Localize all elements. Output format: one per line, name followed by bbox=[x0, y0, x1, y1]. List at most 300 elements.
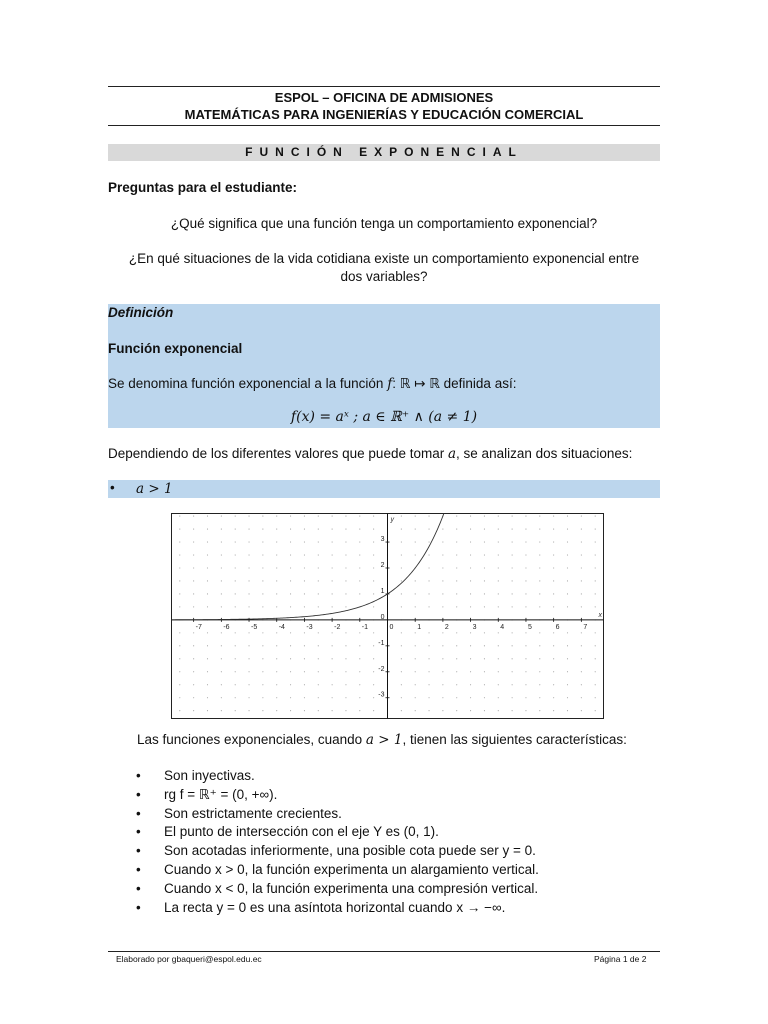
case-bullet-dot: • bbox=[110, 480, 115, 495]
grid-dot bbox=[525, 671, 526, 672]
definition-formula: f(x) = aˣ ; a ∈ ℝ⁺ ∧ (a ≠ 1) bbox=[290, 409, 478, 425]
grid-dot bbox=[442, 671, 443, 672]
grid-dot bbox=[553, 684, 554, 685]
grid-dot bbox=[235, 516, 236, 517]
grid-dot bbox=[373, 632, 374, 633]
grid-dot bbox=[567, 710, 568, 711]
grid-dot bbox=[276, 529, 277, 530]
grid-dot bbox=[262, 645, 263, 646]
grid-dot bbox=[304, 580, 305, 581]
grid-dot bbox=[415, 671, 416, 672]
grid-dot bbox=[318, 645, 319, 646]
grid-dot bbox=[276, 710, 277, 711]
grid-dot bbox=[553, 529, 554, 530]
grid-dot bbox=[553, 606, 554, 607]
grid-dot bbox=[401, 632, 402, 633]
grid-dot bbox=[359, 697, 360, 698]
grid-dot bbox=[207, 541, 208, 542]
grid-dot bbox=[581, 580, 582, 581]
grid-dot bbox=[415, 554, 416, 555]
grid-dot bbox=[581, 541, 582, 542]
grid-dot bbox=[359, 658, 360, 659]
characteristic-text: La recta y = 0 es una asíntota horizontal cuando x → −∞. bbox=[164, 899, 506, 915]
grid-dot bbox=[401, 645, 402, 646]
grid-dot bbox=[262, 658, 263, 659]
grid-dot bbox=[373, 580, 374, 581]
grid-dot bbox=[318, 606, 319, 607]
grid-dot bbox=[179, 541, 180, 542]
grid-dot bbox=[207, 593, 208, 594]
grid-dot bbox=[525, 554, 526, 555]
grid-dot bbox=[525, 658, 526, 659]
grid-dot bbox=[428, 541, 429, 542]
grid-dot bbox=[373, 671, 374, 672]
grid-dot bbox=[235, 645, 236, 646]
grid-dot bbox=[442, 632, 443, 633]
grid-dot bbox=[442, 580, 443, 581]
grid-dot bbox=[484, 632, 485, 633]
header-line-2: MATEMÁTICAS PARA INGENIERÍAS Y EDUCACIÓN COMERCIAL bbox=[184, 107, 584, 122]
grid-dot bbox=[318, 541, 319, 542]
y-axis-label: y bbox=[390, 516, 394, 524]
grid-dot bbox=[581, 529, 582, 530]
x-tick-label: -1 bbox=[361, 623, 369, 631]
grid-dot bbox=[525, 697, 526, 698]
grid-dot bbox=[318, 593, 319, 594]
grid-dot bbox=[442, 645, 443, 646]
grid-dot bbox=[262, 593, 263, 594]
grid-dot bbox=[498, 645, 499, 646]
grid-dot bbox=[470, 567, 471, 568]
bullet-dot: • bbox=[136, 824, 141, 840]
bullet-dot: • bbox=[136, 843, 141, 859]
grid-dot bbox=[428, 554, 429, 555]
grid-dot bbox=[456, 541, 457, 542]
characteristic-text: rg f = ℝ⁺ = (0, +∞). bbox=[164, 786, 278, 802]
grid-dot bbox=[318, 516, 319, 517]
grid-dot bbox=[262, 710, 263, 711]
grid-dot bbox=[539, 567, 540, 568]
grid-dot bbox=[304, 632, 305, 633]
grid-dot bbox=[193, 632, 194, 633]
grid-dot bbox=[415, 710, 416, 711]
grid-dot bbox=[428, 606, 429, 607]
grid-dot bbox=[525, 632, 526, 633]
grid-dot bbox=[332, 697, 333, 698]
grid-dot bbox=[512, 606, 513, 607]
grid-dot bbox=[484, 671, 485, 672]
grid-dot bbox=[581, 516, 582, 517]
exponential-graph bbox=[171, 513, 607, 720]
grid-dot bbox=[539, 645, 540, 646]
grid-dot bbox=[359, 684, 360, 685]
grid-dot bbox=[345, 554, 346, 555]
grid-dot bbox=[276, 554, 277, 555]
grid-dot bbox=[248, 658, 249, 659]
grid-dot bbox=[498, 593, 499, 594]
questions-heading: Preguntas para el estudiante: bbox=[108, 180, 298, 195]
grid-dot bbox=[207, 529, 208, 530]
grid-dot bbox=[595, 671, 596, 672]
footer-author: Elaborado por gbaqueri@espol.edu.ec bbox=[116, 954, 262, 964]
grid-dot bbox=[484, 541, 485, 542]
grid-dot bbox=[193, 697, 194, 698]
grid-dot bbox=[345, 529, 346, 530]
grid-dot bbox=[525, 516, 526, 517]
case-bullet-bar bbox=[108, 480, 660, 498]
grid-dot bbox=[248, 593, 249, 594]
grid-dot bbox=[581, 658, 582, 659]
grid-dot bbox=[248, 710, 249, 711]
grid-dot bbox=[567, 606, 568, 607]
grid-dot bbox=[595, 541, 596, 542]
grid-dot bbox=[179, 580, 180, 581]
grid-dot bbox=[498, 658, 499, 659]
grid-dot bbox=[470, 516, 471, 517]
grid-dot bbox=[595, 593, 596, 594]
y-tick-label: 3 bbox=[380, 536, 385, 544]
grid-dot bbox=[456, 658, 457, 659]
grid-dot bbox=[221, 606, 222, 607]
grid-dot bbox=[373, 529, 374, 530]
grid-dot bbox=[525, 541, 526, 542]
grid-dot bbox=[581, 645, 582, 646]
grid-dot bbox=[359, 645, 360, 646]
grid-dot bbox=[401, 593, 402, 594]
grid-dot bbox=[221, 529, 222, 530]
grid-dot bbox=[332, 710, 333, 711]
grid-dot bbox=[332, 580, 333, 581]
grid-dot bbox=[553, 567, 554, 568]
depending-text-a: Dependiendo de los diferentes valores que puede tomar bbox=[108, 446, 448, 461]
grid-dot bbox=[567, 554, 568, 555]
grid-dot bbox=[193, 516, 194, 517]
grid-dot bbox=[539, 529, 540, 530]
grid-dot bbox=[290, 516, 291, 517]
grid-dot bbox=[470, 658, 471, 659]
grid-dot bbox=[595, 632, 596, 633]
grid-dot bbox=[567, 684, 568, 685]
grid-dot bbox=[318, 710, 319, 711]
grid-dot bbox=[428, 593, 429, 594]
grid-dot bbox=[484, 658, 485, 659]
grid-dot bbox=[442, 529, 443, 530]
grid-dot bbox=[567, 580, 568, 581]
grid-dot bbox=[581, 567, 582, 568]
grid-dot bbox=[539, 593, 540, 594]
grid-dot bbox=[428, 710, 429, 711]
grid-dot bbox=[290, 541, 291, 542]
grid-dot bbox=[221, 697, 222, 698]
grid-dot bbox=[207, 632, 208, 633]
grid-dot bbox=[248, 567, 249, 568]
grid-dot bbox=[235, 567, 236, 568]
grid-dot bbox=[373, 710, 374, 711]
bullet-dot: • bbox=[136, 899, 141, 915]
grid-dot bbox=[498, 684, 499, 685]
grid-dot bbox=[401, 671, 402, 672]
page-title: FUNCIÓN EXPONENCIAL bbox=[108, 144, 660, 161]
grid-dot bbox=[456, 554, 457, 555]
grid-dot bbox=[401, 516, 402, 517]
grid-dot bbox=[456, 710, 457, 711]
grid-dot bbox=[318, 529, 319, 530]
grid-dot bbox=[442, 684, 443, 685]
grid-dot bbox=[484, 684, 485, 685]
grid-dot bbox=[290, 671, 291, 672]
y-tick-label: -1 bbox=[378, 639, 385, 647]
grid-dot bbox=[304, 671, 305, 672]
grid-dot bbox=[262, 697, 263, 698]
grid-dot bbox=[290, 567, 291, 568]
grid-dot bbox=[525, 593, 526, 594]
bullet-dot: • bbox=[136, 805, 141, 821]
grid-dot bbox=[304, 567, 305, 568]
grid-dot bbox=[345, 516, 346, 517]
grid-dot bbox=[359, 541, 360, 542]
x-tick-label: 2 bbox=[444, 623, 449, 631]
grid-dot bbox=[539, 658, 540, 659]
grid-dot bbox=[512, 567, 513, 568]
grid-dot bbox=[304, 516, 305, 517]
grid-dot bbox=[428, 567, 429, 568]
grid-dot bbox=[359, 580, 360, 581]
grid-dot bbox=[428, 684, 429, 685]
grid-dot bbox=[262, 632, 263, 633]
grid-dot bbox=[262, 606, 263, 607]
x-tick-label: -6 bbox=[223, 623, 230, 631]
grid-dot bbox=[318, 567, 319, 568]
grid-dot bbox=[332, 684, 333, 685]
grid-dot bbox=[193, 658, 194, 659]
grid-dot bbox=[304, 529, 305, 530]
grid-dot bbox=[470, 632, 471, 633]
grid-dot bbox=[332, 658, 333, 659]
grid-dot bbox=[290, 697, 291, 698]
x-tick-label: -3 bbox=[306, 623, 313, 631]
grid-dot bbox=[359, 529, 360, 530]
grid-dot bbox=[276, 645, 277, 646]
characteristic-text: El punto de intersección con el eje Y es (0, 1). bbox=[164, 824, 439, 840]
grid-dot bbox=[304, 658, 305, 659]
grid-dot bbox=[318, 684, 319, 685]
grid-dot bbox=[193, 606, 194, 607]
grid-dot bbox=[290, 529, 291, 530]
grid-dot bbox=[415, 516, 416, 517]
grid-dot bbox=[498, 529, 499, 530]
grid-dot bbox=[498, 554, 499, 555]
grid-dot bbox=[456, 671, 457, 672]
grid-dot bbox=[345, 632, 346, 633]
question-1: ¿Qué significa que una función tenga un comportamiento exponencial? bbox=[170, 216, 598, 231]
grid-dot bbox=[207, 710, 208, 711]
grid-dot bbox=[276, 516, 277, 517]
grid-dot bbox=[581, 710, 582, 711]
grid-dot bbox=[235, 632, 236, 633]
grid-dot bbox=[373, 658, 374, 659]
grid-dot bbox=[304, 645, 305, 646]
characteristics-intro-a: Las funciones exponenciales, cuando bbox=[137, 732, 366, 747]
grid-dot bbox=[373, 516, 374, 517]
grid-dot bbox=[512, 541, 513, 542]
grid-dot bbox=[373, 541, 374, 542]
grid-dot bbox=[512, 516, 513, 517]
characteristic-text: Son inyectivas. bbox=[164, 768, 255, 783]
grid-dot bbox=[498, 632, 499, 633]
grid-dot bbox=[179, 684, 180, 685]
grid-dot bbox=[262, 529, 263, 530]
x-tick-label: 5 bbox=[527, 623, 532, 631]
grid-dot bbox=[304, 593, 305, 594]
grid-dot bbox=[345, 580, 346, 581]
grid-dot bbox=[428, 671, 429, 672]
grid-dot bbox=[179, 516, 180, 517]
grid-dot bbox=[276, 567, 277, 568]
grid-dot bbox=[262, 567, 263, 568]
grid-dot bbox=[415, 684, 416, 685]
grid-dot bbox=[567, 593, 568, 594]
grid-dot bbox=[595, 606, 596, 607]
grid-dot bbox=[248, 529, 249, 530]
y-tick-label: -2 bbox=[378, 665, 385, 673]
grid-dot bbox=[248, 606, 249, 607]
grid-dot bbox=[512, 645, 513, 646]
grid-dot bbox=[359, 593, 360, 594]
grid-dot bbox=[332, 606, 333, 607]
grid-dot bbox=[428, 529, 429, 530]
depending-text-b: , se analizan dos situaciones: bbox=[456, 446, 633, 461]
grid-dot bbox=[207, 567, 208, 568]
footer-page-number: Página 1 de 2 bbox=[594, 954, 647, 964]
depending-text bbox=[108, 446, 632, 462]
grid-dot bbox=[401, 554, 402, 555]
header-bottom-rule bbox=[108, 125, 660, 126]
grid-dot bbox=[248, 632, 249, 633]
y-tick-label: -3 bbox=[378, 691, 385, 699]
bullet-dot: • bbox=[136, 862, 141, 877]
grid-dot bbox=[415, 697, 416, 698]
grid-dot bbox=[567, 529, 568, 530]
grid-dot bbox=[179, 593, 180, 594]
grid-dot bbox=[498, 516, 499, 517]
grid-dot bbox=[539, 671, 540, 672]
grid-dot bbox=[332, 593, 333, 594]
definition-subtitle: Función exponencial bbox=[108, 341, 243, 356]
grid-dot bbox=[456, 684, 457, 685]
grid-dot bbox=[318, 580, 319, 581]
x-tick-label: 4 bbox=[500, 623, 505, 631]
grid-dot bbox=[359, 554, 360, 555]
grid-dot bbox=[567, 658, 568, 659]
grid-dot bbox=[304, 554, 305, 555]
x-tick-label: -7 bbox=[195, 623, 202, 631]
grid-dot bbox=[276, 541, 277, 542]
grid-dot bbox=[512, 658, 513, 659]
grid-dot bbox=[262, 541, 263, 542]
grid-dot bbox=[345, 671, 346, 672]
grid-dot bbox=[359, 671, 360, 672]
grid-dot bbox=[415, 580, 416, 581]
grid-dot bbox=[359, 710, 360, 711]
grid-dot bbox=[304, 710, 305, 711]
grid-dot bbox=[484, 697, 485, 698]
grid-dot bbox=[525, 529, 526, 530]
definition-text-f: f bbox=[387, 376, 393, 392]
y-tick-label: 0 bbox=[380, 613, 385, 621]
characteristic-text: Son estrictamente crecientes. bbox=[164, 805, 342, 821]
grid-dot bbox=[248, 541, 249, 542]
grid-dot bbox=[276, 593, 277, 594]
grid-dot bbox=[401, 697, 402, 698]
grid-dot bbox=[539, 606, 540, 607]
definition-text bbox=[108, 376, 516, 392]
grid-dot bbox=[415, 593, 416, 594]
grid-dot bbox=[553, 645, 554, 646]
grid-dot bbox=[193, 554, 194, 555]
characteristic-text: Son acotadas inferiormente, una posible cota puede ser y = 0. bbox=[164, 843, 536, 859]
characteristics-intro bbox=[137, 732, 627, 748]
grid-dot bbox=[539, 710, 540, 711]
grid-dot bbox=[581, 593, 582, 594]
grid-dot bbox=[401, 710, 402, 711]
x-tick-label: -4 bbox=[278, 623, 285, 631]
grid-dot bbox=[359, 567, 360, 568]
grid-dot bbox=[373, 645, 374, 646]
grid-dot bbox=[179, 671, 180, 672]
grid-dot bbox=[401, 580, 402, 581]
grid-dot bbox=[318, 554, 319, 555]
x-tick-label: -2 bbox=[334, 623, 341, 631]
grid-dot bbox=[179, 606, 180, 607]
grid-dot bbox=[442, 541, 443, 542]
grid-dot bbox=[539, 684, 540, 685]
grid-dot bbox=[595, 529, 596, 530]
grid-dot bbox=[262, 554, 263, 555]
grid-dot bbox=[345, 593, 346, 594]
grid-dot bbox=[276, 658, 277, 659]
grid-dot bbox=[304, 541, 305, 542]
bullet-dot: • bbox=[136, 786, 141, 802]
grid-dot bbox=[235, 710, 236, 711]
grid-dot bbox=[595, 658, 596, 659]
grid-dot bbox=[248, 516, 249, 517]
grid-dot bbox=[221, 580, 222, 581]
grid-dot bbox=[221, 554, 222, 555]
grid-dot bbox=[235, 684, 236, 685]
grid-dot bbox=[498, 567, 499, 568]
grid-dot bbox=[595, 697, 596, 698]
grid-dot bbox=[221, 567, 222, 568]
x-tick-label: -5 bbox=[251, 623, 258, 631]
grid-dot bbox=[539, 516, 540, 517]
characteristic-text: Cuando x < 0, la función experimenta una compresión vertical. bbox=[164, 880, 539, 896]
grid-dot bbox=[525, 580, 526, 581]
grid-dot bbox=[221, 645, 222, 646]
grid-dot bbox=[484, 606, 485, 607]
grid-dot bbox=[332, 529, 333, 530]
grid-dot bbox=[276, 606, 277, 607]
grid-dot bbox=[235, 671, 236, 672]
grid-dot bbox=[553, 580, 554, 581]
grid-dot bbox=[539, 554, 540, 555]
grid-dot bbox=[221, 671, 222, 672]
grid-dot bbox=[581, 554, 582, 555]
grid-dot bbox=[401, 541, 402, 542]
grid-dot bbox=[179, 632, 180, 633]
grid-dot bbox=[428, 516, 429, 517]
grid-dot bbox=[207, 658, 208, 659]
grid-dot bbox=[539, 632, 540, 633]
